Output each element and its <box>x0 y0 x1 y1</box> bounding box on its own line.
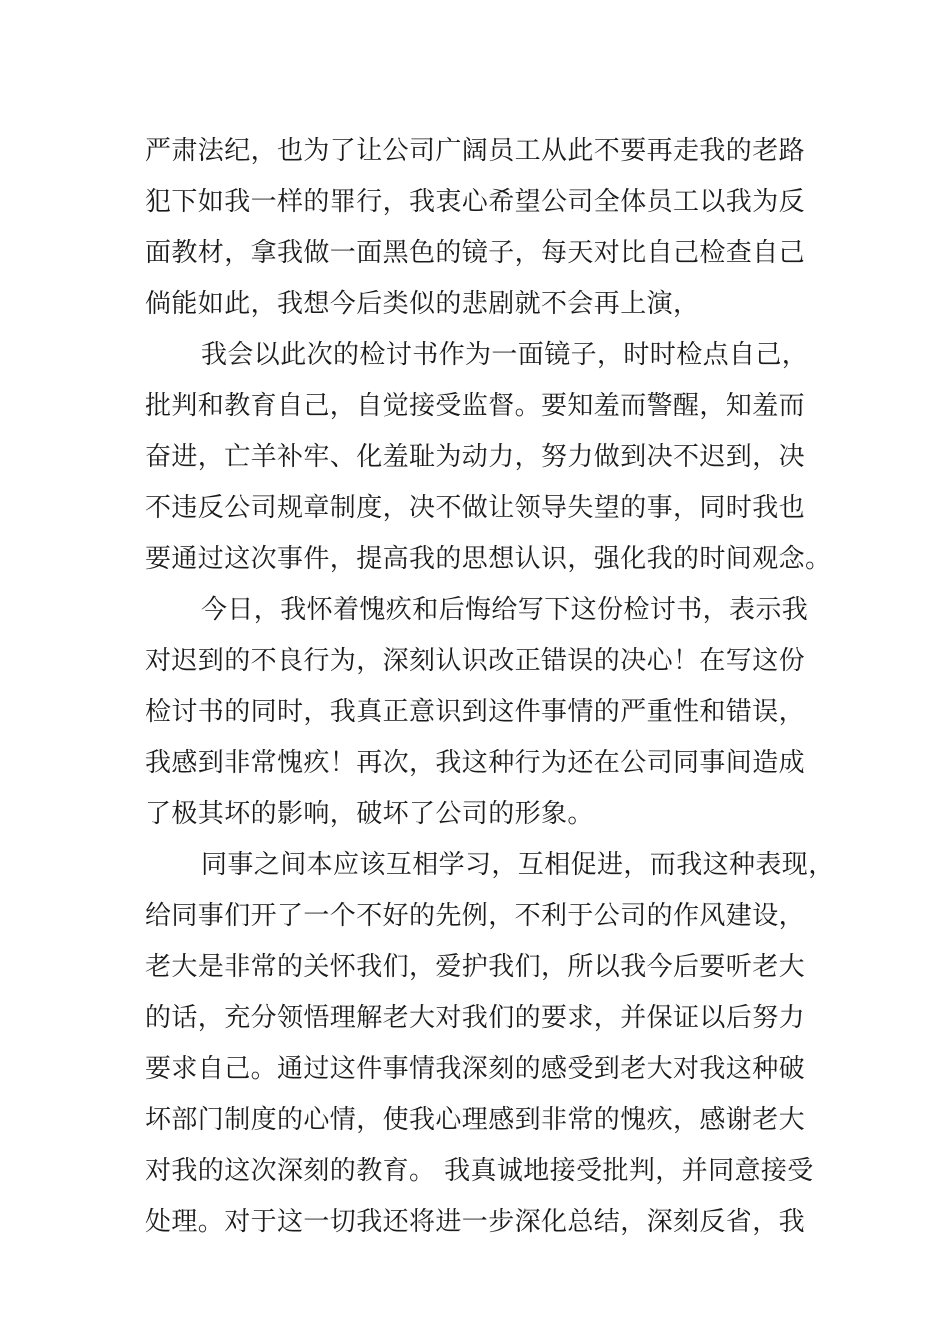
text-line: 坏部门制度的心情，使我心理感到非常的愧疚，感谢老大 <box>145 1105 806 1135</box>
text-line: 对我的这次深刻的教育。 我真诚地接受批判，并同意接受 <box>145 1156 814 1186</box>
text-line: 老大是非常的关怀我们，爱护我们，所以我今后要听老大 <box>145 952 806 982</box>
text-line: 给同事们开了一个不好的先例，不利于公司的作风建设， <box>145 901 806 931</box>
text-line: 严肃法纪，也为了让公司广阔员工从此不要再走我的老路 <box>145 136 806 166</box>
text-line: 我会以此次的检讨书作为一面镜子，时时检点自己， <box>201 340 809 370</box>
text-line: 处理。对于这一切我还将进一步深化总结，深刻反省，我 <box>145 1207 806 1237</box>
text-line: 同事之间本应该互相学习，互相促进，而我这种表现， <box>201 850 835 880</box>
text-line: 面教材，拿我做一面黑色的镜子，每天对比自己检查自己 <box>145 238 806 268</box>
text-line: 倘能如此，我想今后类似的悲剧就不会再上演， <box>145 289 700 319</box>
text-line: 的话，充分领悟理解老大对我们的要求，并保证以后努力 <box>145 1003 806 1033</box>
text-line: 犯下如我一样的罪行，我衷心希望公司全体员工以我为反 <box>145 187 806 217</box>
text-line: 批判和教育自己，自觉接受监督。要知羞而警醒，知羞而 <box>145 391 806 421</box>
text-line: 我感到非常愧疚！再次，我这种行为还在公司同事间造成 <box>145 748 806 778</box>
document-body <box>145 126 835 1248</box>
text-line: 奋进，亡羊补牢、化羞耻为动力，努力做到决不迟到，决 <box>145 442 806 472</box>
text-line: 不违反公司规章制度，决不做让领导失望的事，同时我也 <box>145 493 806 523</box>
text-line: 了极其坏的影响，破坏了公司的形象。 <box>145 799 594 829</box>
text-line: 检讨书的同时，我真正意识到这件事情的严重性和错误， <box>145 697 806 727</box>
text-line: 要通过这次事件，提高我的思想认识，强化我的时间观念。 <box>145 544 832 574</box>
text-line: 要求自己。通过这件事情我深刻的感受到老大对我这种破 <box>145 1054 806 1084</box>
text-line: 对迟到的不良行为，深刻认识改正错误的决心！在写这份 <box>145 646 806 676</box>
text-line: 今日，我怀着愧疚和后悔给写下这份检讨书，表示我 <box>201 595 809 625</box>
